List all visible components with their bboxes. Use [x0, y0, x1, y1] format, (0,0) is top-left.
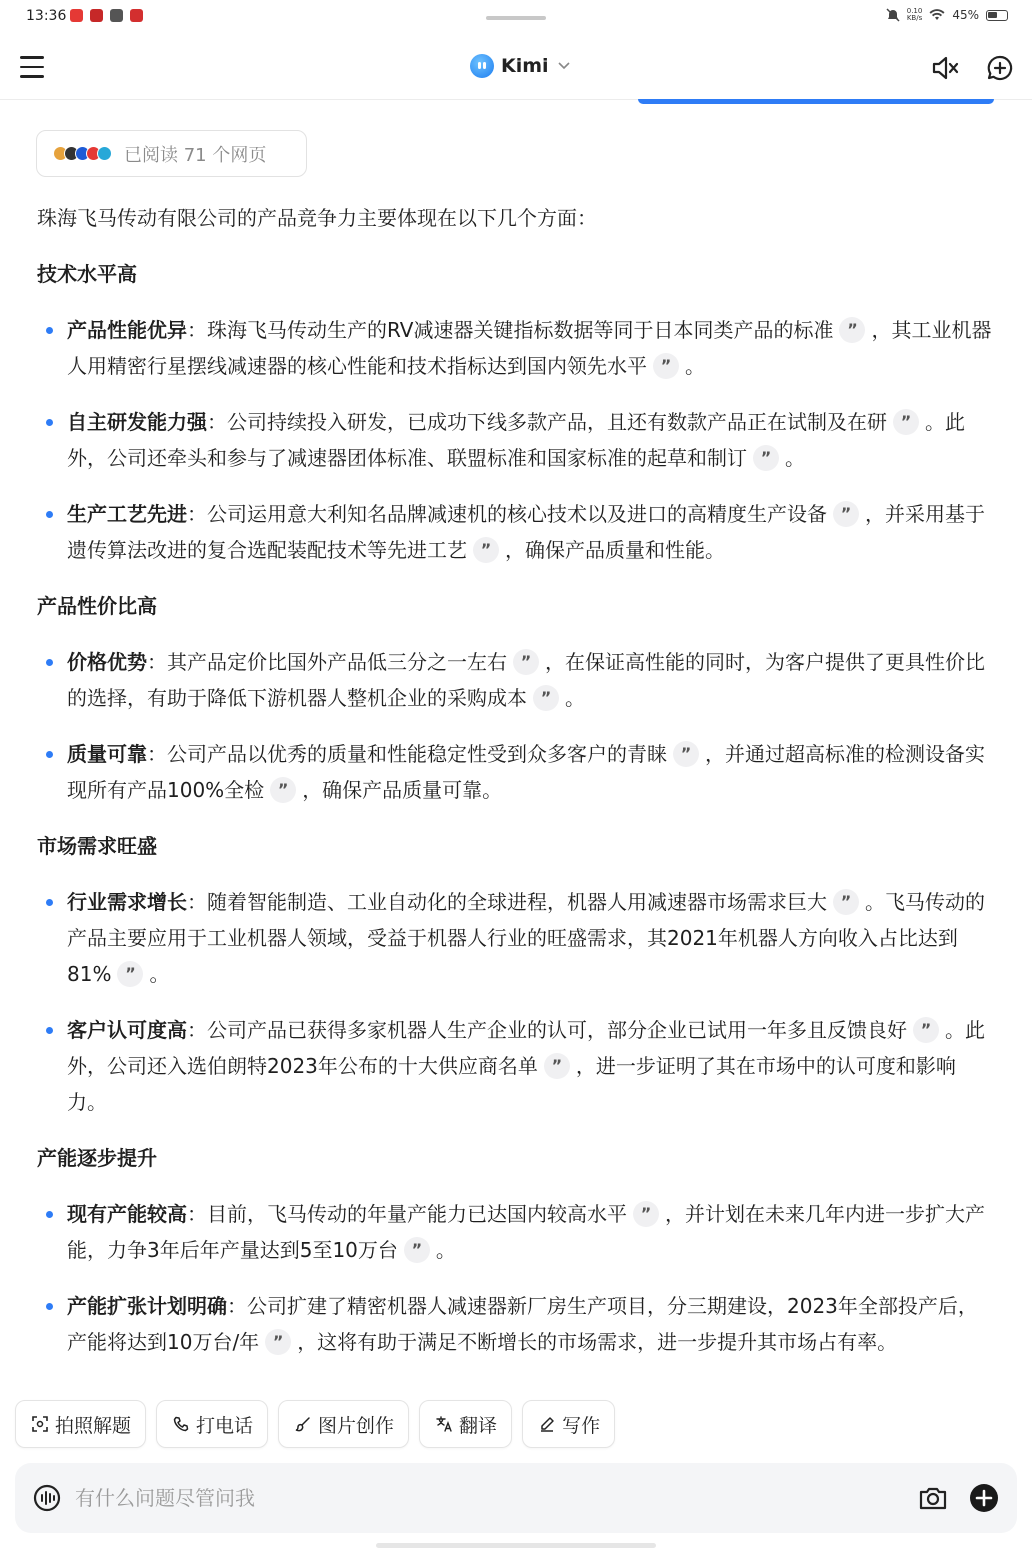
bullet-text: ：公司扩建了精密机器人减速器新厂房生产项目，分三期建设，2023年全部投产后，产能将达到10万台/年 — [67, 1294, 978, 1354]
chat-content[interactable] — [0, 104, 1032, 1386]
bullet-text: ，并计划在未来几年内进一步扩大产能，力争3年后年产量达到5至10万台 — [67, 1202, 985, 1262]
section-title: 市场需求旺盛 — [37, 834, 157, 858]
bullet-text: ：其产品定价比国外产品低三分之一左右 — [147, 650, 507, 674]
bullet-text: ：珠海飞马传动生产的RV减速器关键指标数据等同于日本同类产品的标准 — [187, 318, 834, 342]
net-speed-unit: KB/s — [906, 14, 923, 22]
do-not-disturb-icon — [886, 8, 900, 22]
quick-actions — [15, 1400, 615, 1448]
bullet-text: 。 — [435, 1238, 456, 1262]
citation-icon[interactable]: ” — [404, 1237, 430, 1263]
citation-icon[interactable]: ” — [673, 741, 699, 767]
bullet-heading: 客户认可度高 — [67, 1018, 187, 1042]
voice-call-icon[interactable] — [33, 1484, 61, 1512]
bullet-text: ：公司产品已获得多家机器人生产企业的认可，部分企业已试用一年多且反馈良好 — [187, 1018, 907, 1042]
bullet-text: 。 — [149, 962, 170, 986]
bullet-text: ：随着智能制造、工业自动化的全球进程，机器人用减速器市场需求巨大 — [187, 890, 827, 914]
bullet-text: ，确保产品质量和性能。 — [505, 538, 725, 562]
bullet-text: ：公司产品以优秀的质量和性能稳定性受到众多客户的青睐 — [147, 742, 667, 766]
citation-icon[interactable]: ” — [833, 889, 859, 915]
list-item — [37, 404, 992, 476]
quick-action-label: 图片创作 — [318, 1414, 395, 1437]
chevron-down-icon — [558, 62, 570, 70]
bullet-text: ，并采用基于遗传算法改进的复合选配装配技术等先进工艺 — [67, 502, 985, 562]
bullet-text: 。飞马传动的产品主要应用于工业机器人领域，受益于机器人行业的旺盛需求，其2021年机器人方向收入占比达到81% — [67, 890, 985, 986]
quick-action-translate[interactable] — [419, 1400, 512, 1448]
bullet-heading: 价格优势 — [67, 650, 147, 674]
net-speed — [907, 8, 923, 22]
sources-label: 已阅读 71 个网页 — [124, 144, 267, 166]
bullet-text: 。 — [565, 686, 585, 710]
citation-icon[interactable]: ” — [265, 1329, 291, 1355]
bullet-text: 。 — [685, 354, 705, 378]
answer-sections — [37, 256, 992, 1360]
bullet-text: ：目前，飞马传动的年量产能力已达国内较高水平 — [187, 1202, 627, 1226]
bullet-text: ：公司运用意大利知名品牌减速机的核心技术以及进口的高精度生产设备 — [187, 502, 827, 526]
bullet-heading: 自主研发能力强 — [67, 410, 207, 434]
translate-icon — [436, 1416, 452, 1432]
citation-icon[interactable]: ” — [833, 501, 859, 527]
bullet-text: 。 — [785, 446, 805, 470]
assistant-answer — [37, 200, 992, 1380]
citation-icon[interactable]: ” — [533, 685, 559, 711]
pen-icon — [539, 1416, 555, 1432]
app-header — [0, 36, 1032, 100]
bullet-text: ：公司持续投入研发，已成功下线多款产品，且还有数款产品正在试制及在研 — [207, 410, 887, 434]
section-title: 技术水平高 — [37, 262, 137, 286]
section-title: 产品性价比高 — [37, 594, 157, 618]
bullet-heading: 产品性能优异 — [67, 318, 187, 342]
bullet-list — [37, 1196, 992, 1360]
bullet-list — [37, 644, 992, 808]
quick-action-call[interactable] — [156, 1400, 268, 1448]
section-title: 产能逐步提升 — [37, 1146, 157, 1170]
battery-icon — [986, 10, 1008, 21]
citation-icon[interactable]: ” — [513, 649, 539, 675]
citation-icon[interactable]: ” — [893, 409, 919, 435]
bullet-text: ，在保证高性能的同时，为客户提供了更具性价比的选择，有助于降低下游机器人整机企业的采购成本 — [67, 650, 985, 710]
bullet-heading: 生产工艺先进 — [67, 502, 187, 526]
status-bar — [0, 0, 1032, 36]
list-item — [37, 1288, 992, 1360]
citation-icon[interactable]: ” — [913, 1017, 939, 1043]
citation-icon[interactable]: ” — [653, 353, 679, 379]
citation-icon[interactable]: ” — [117, 961, 143, 987]
chat-input[interactable] — [75, 1481, 875, 1515]
app-notification-icon — [90, 9, 103, 22]
citation-icon[interactable]: ” — [473, 537, 499, 563]
status-time: 13:36 — [26, 8, 67, 24]
bullet-text: ，并通过超高标准的检测设备实现所有产品100%全检 — [67, 742, 985, 802]
quick-action-label: 打电话 — [196, 1414, 254, 1437]
bullet-list — [37, 312, 992, 568]
source-favicons — [53, 146, 112, 161]
citation-icon[interactable]: ” — [633, 1201, 659, 1227]
bullet-heading: 行业需求增长 — [67, 890, 187, 914]
home-indicator[interactable] — [376, 1543, 656, 1548]
list-item — [37, 644, 992, 716]
bullet-text: 。此外，公司还牵头和参与了减速器团体标准、联盟标准和国家标准的起草和制订 — [67, 410, 965, 470]
quick-action-label: 翻译 — [459, 1414, 498, 1437]
brush-icon — [295, 1416, 311, 1432]
citation-icon[interactable]: ” — [839, 317, 865, 343]
bullet-text: ，其工业机器人用精密行星摆线减速器的核心性能和技术指标达到国内领先水平 — [67, 318, 992, 378]
answer-intro: 珠海飞马传动有限公司的产品竞争力主要体现在以下几个方面： — [37, 206, 597, 230]
list-item — [37, 496, 992, 568]
citation-icon[interactable]: ” — [544, 1053, 570, 1079]
wifi-icon — [929, 9, 945, 21]
menu-button[interactable] — [20, 56, 44, 78]
speaker-muted-icon[interactable] — [930, 54, 960, 82]
window-drag-handle[interactable] — [486, 16, 546, 20]
bullet-text: ，确保产品质量可靠。 — [302, 778, 503, 802]
add-attachment-icon[interactable] — [969, 1483, 999, 1513]
quick-action-label: 拍照解题 — [55, 1414, 132, 1437]
quick-action-write[interactable] — [522, 1400, 615, 1448]
app-notification-icon — [110, 9, 123, 22]
list-item — [37, 1012, 992, 1120]
bullet-text: ，这将有助于满足不断增长的市场需求，进一步提升其市场占有率。 — [297, 1330, 898, 1354]
source-favicon-icon — [97, 146, 112, 161]
bullet-heading: 现有产能较高 — [67, 1202, 187, 1226]
notification-icons — [70, 9, 143, 22]
new-chat-icon[interactable] — [986, 54, 1014, 82]
status-right — [886, 8, 1008, 22]
bullet-heading: 质量可靠 — [67, 742, 147, 766]
list-item — [37, 1196, 992, 1268]
app-title: Kimi — [501, 55, 549, 77]
camera-icon[interactable] — [918, 1484, 948, 1512]
battery-percent: 45% — [952, 8, 979, 22]
app-notification-icon — [130, 9, 143, 22]
list-item — [37, 312, 992, 384]
sources-button[interactable] — [36, 130, 307, 177]
bullet-heading: 产能扩张计划明确 — [67, 1294, 227, 1318]
citation-icon[interactable]: ” — [270, 777, 296, 803]
phone-icon — [173, 1416, 189, 1432]
quick-action-image-create[interactable] — [278, 1400, 409, 1448]
menu-icon — [20, 56, 44, 59]
scan-icon — [32, 1416, 48, 1432]
citation-icon[interactable]: ” — [753, 445, 779, 471]
bullet-text: ，进一步证明了其在市场中的认可度和影响力。 — [67, 1054, 956, 1114]
bullet-text: 。此外，公司还入选伯朗特2023年公布的十大供应商名单 — [67, 1018, 985, 1078]
quick-action-photo-solve[interactable] — [15, 1400, 146, 1448]
model-switcher[interactable] — [470, 54, 570, 78]
kimi-logo-icon — [470, 54, 494, 78]
list-item — [37, 736, 992, 808]
net-speed-value: 0.10 — [906, 7, 923, 15]
list-item — [37, 884, 992, 992]
composer — [15, 1463, 1017, 1533]
quick-action-label: 写作 — [562, 1414, 601, 1437]
bullet-list — [37, 884, 992, 1120]
app-notification-icon — [70, 9, 83, 22]
